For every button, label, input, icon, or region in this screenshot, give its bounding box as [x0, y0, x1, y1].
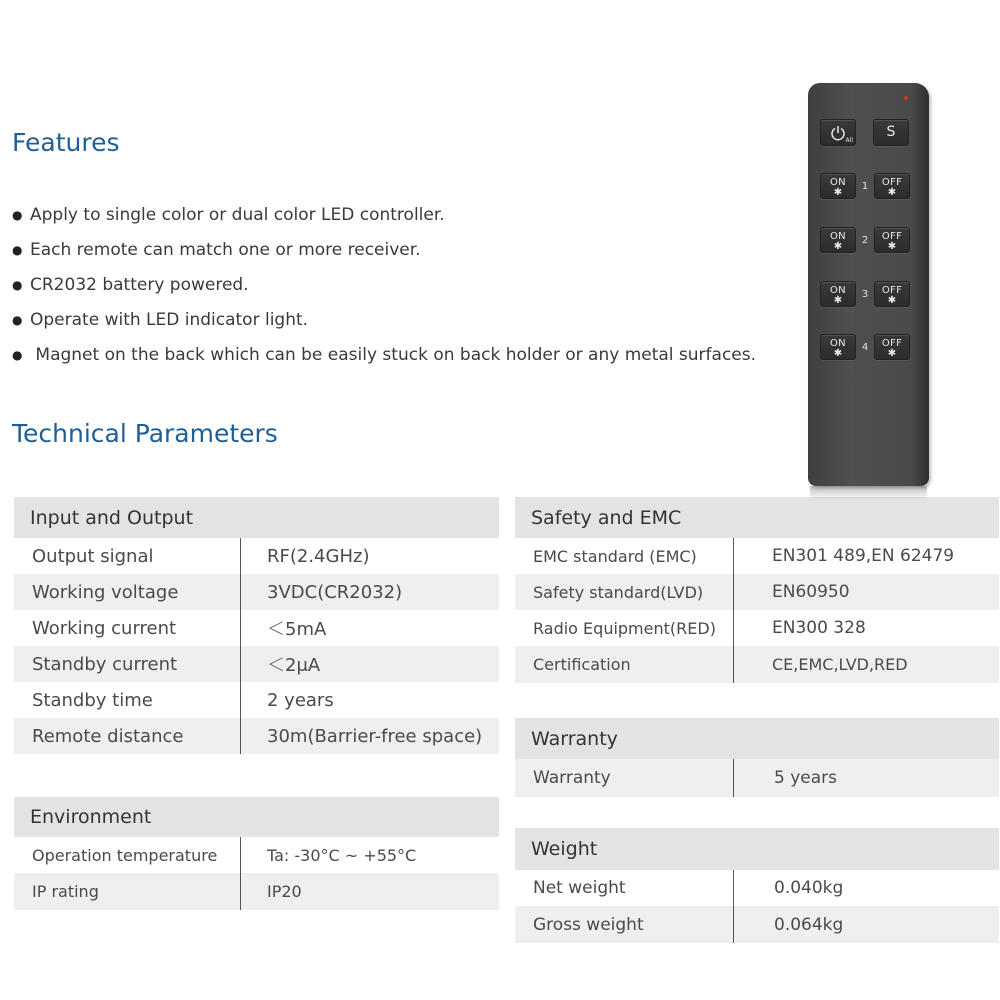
param-value: ＜2μA: [240, 646, 320, 682]
feature-text: Apply to single color or dual color LED controller.: [30, 205, 445, 225]
table-row: [515, 538, 999, 574]
table-row: [14, 574, 499, 610]
list-item: [12, 203, 756, 238]
param-value: EN300 328: [733, 610, 866, 646]
param-value: 5 years: [733, 759, 837, 797]
brightness-icon: ✱: [833, 241, 843, 252]
table-header: Weight: [515, 828, 999, 870]
param-value: 0.064kg: [733, 906, 843, 943]
param-name: Remote distance: [32, 725, 184, 747]
param-name: Warranty: [533, 768, 611, 788]
off-button-3: OFF ✱: [874, 281, 910, 307]
bullet-icon: ●: [12, 278, 23, 292]
on-button-4: ON ✱: [820, 334, 856, 360]
table-header: Safety and EMC: [515, 497, 999, 538]
param-name: Safety standard(LVD): [533, 582, 704, 602]
table-row: [14, 610, 499, 646]
feature-text: Operate with LED indicator light.: [30, 310, 309, 330]
param-name: Gross weight: [533, 914, 644, 935]
table-row: [14, 682, 499, 718]
channel-number: 3: [861, 289, 869, 300]
channel-number: 2: [861, 235, 869, 246]
table-row: [14, 837, 499, 873]
table-header: Environment: [14, 797, 499, 837]
param-value: 30m(Barrier-free space): [240, 718, 482, 754]
remote-control-image: [808, 83, 929, 486]
bullet-icon: ●: [12, 313, 23, 327]
param-name: Operation temperature: [32, 845, 218, 865]
off-button-1: OFF ✱: [874, 173, 910, 199]
channel-number: 1: [861, 181, 869, 192]
param-name: Working current: [32, 617, 177, 639]
param-value: 3VDC(CR2032): [240, 574, 402, 610]
brightness-icon: ✱: [887, 241, 897, 252]
list-item: [12, 343, 756, 378]
list-item: [12, 238, 756, 273]
feature-text: CR2032 battery powered.: [30, 275, 249, 295]
table-row: [515, 759, 999, 797]
param-value: 0.040kg: [733, 870, 843, 906]
safety-emc-table: [515, 497, 999, 683]
list-item: [12, 308, 756, 343]
param-value: EN301 489,EN 62479: [733, 538, 954, 574]
param-name: IP rating: [32, 882, 99, 901]
param-value: EN60950: [733, 574, 850, 610]
param-name: Working voltage: [32, 581, 179, 603]
param-value: RF(2.4GHz): [240, 538, 369, 574]
weight-table: [515, 828, 999, 943]
param-value: ＜5mA: [240, 610, 326, 646]
brightness-icon: ✱: [833, 348, 843, 359]
param-name: Output signal: [32, 545, 154, 567]
table-header: Warranty: [515, 718, 999, 759]
features-list: [12, 203, 756, 378]
on-button-1: ON ✱: [820, 173, 856, 199]
environment-table: [14, 797, 499, 910]
param-name: Net weight: [533, 878, 626, 898]
technical-parameters-title: Technical Parameters: [12, 419, 278, 448]
power-icon: [830, 125, 846, 141]
brightness-icon: ✱: [887, 187, 897, 198]
table-row: [14, 873, 499, 910]
features-title: Features: [12, 128, 120, 157]
list-item: [12, 273, 756, 308]
table-row: [14, 646, 499, 682]
remote-reflection: [810, 486, 927, 500]
param-name: Standby current: [32, 653, 178, 675]
feature-text: Magnet on the back which can be easily stuck on back holder or any metal surfaces.: [30, 345, 757, 365]
bullet-icon: ●: [12, 348, 23, 362]
param-value: 2 years: [240, 682, 334, 718]
param-name: EMC standard (EMC): [533, 546, 697, 566]
brightness-icon: ✱: [833, 295, 843, 306]
on-button-2: ON ✱: [820, 227, 856, 253]
input-output-table: [14, 497, 499, 754]
table-row: [14, 718, 499, 754]
table-row: [515, 646, 999, 683]
on-button-3: ON ✱: [820, 281, 856, 307]
bullet-icon: ●: [12, 243, 23, 257]
power-sublabel: All: [845, 137, 853, 144]
param-name: Standby time: [32, 689, 153, 711]
param-name: Radio Equipment(RED): [533, 618, 716, 638]
s-button: S: [873, 119, 909, 146]
table-row: [515, 870, 999, 906]
channel-number: 4: [861, 342, 869, 353]
power-button: [820, 119, 856, 146]
table-row: [14, 538, 499, 574]
brightness-icon: ✱: [833, 187, 843, 198]
indicator-led: [904, 96, 908, 100]
table-row: [515, 610, 999, 646]
param-value: Ta: -30°C ~ +55°C: [240, 837, 416, 873]
off-button-4: OFF ✱: [874, 334, 910, 360]
brightness-icon: ✱: [887, 348, 897, 359]
feature-text: Each remote can match one or more receiver.: [30, 240, 421, 260]
param-value: IP20: [240, 873, 302, 910]
warranty-table: [515, 718, 999, 797]
bullet-icon: ●: [12, 208, 23, 222]
off-button-2: OFF ✱: [874, 227, 910, 253]
param-name: Certification: [533, 655, 631, 674]
brightness-icon: ✱: [887, 295, 897, 306]
table-row: [515, 906, 999, 943]
table-row: [515, 574, 999, 610]
table-header: Input and Output: [14, 497, 499, 538]
param-value: CE,EMC,LVD,RED: [733, 646, 908, 683]
